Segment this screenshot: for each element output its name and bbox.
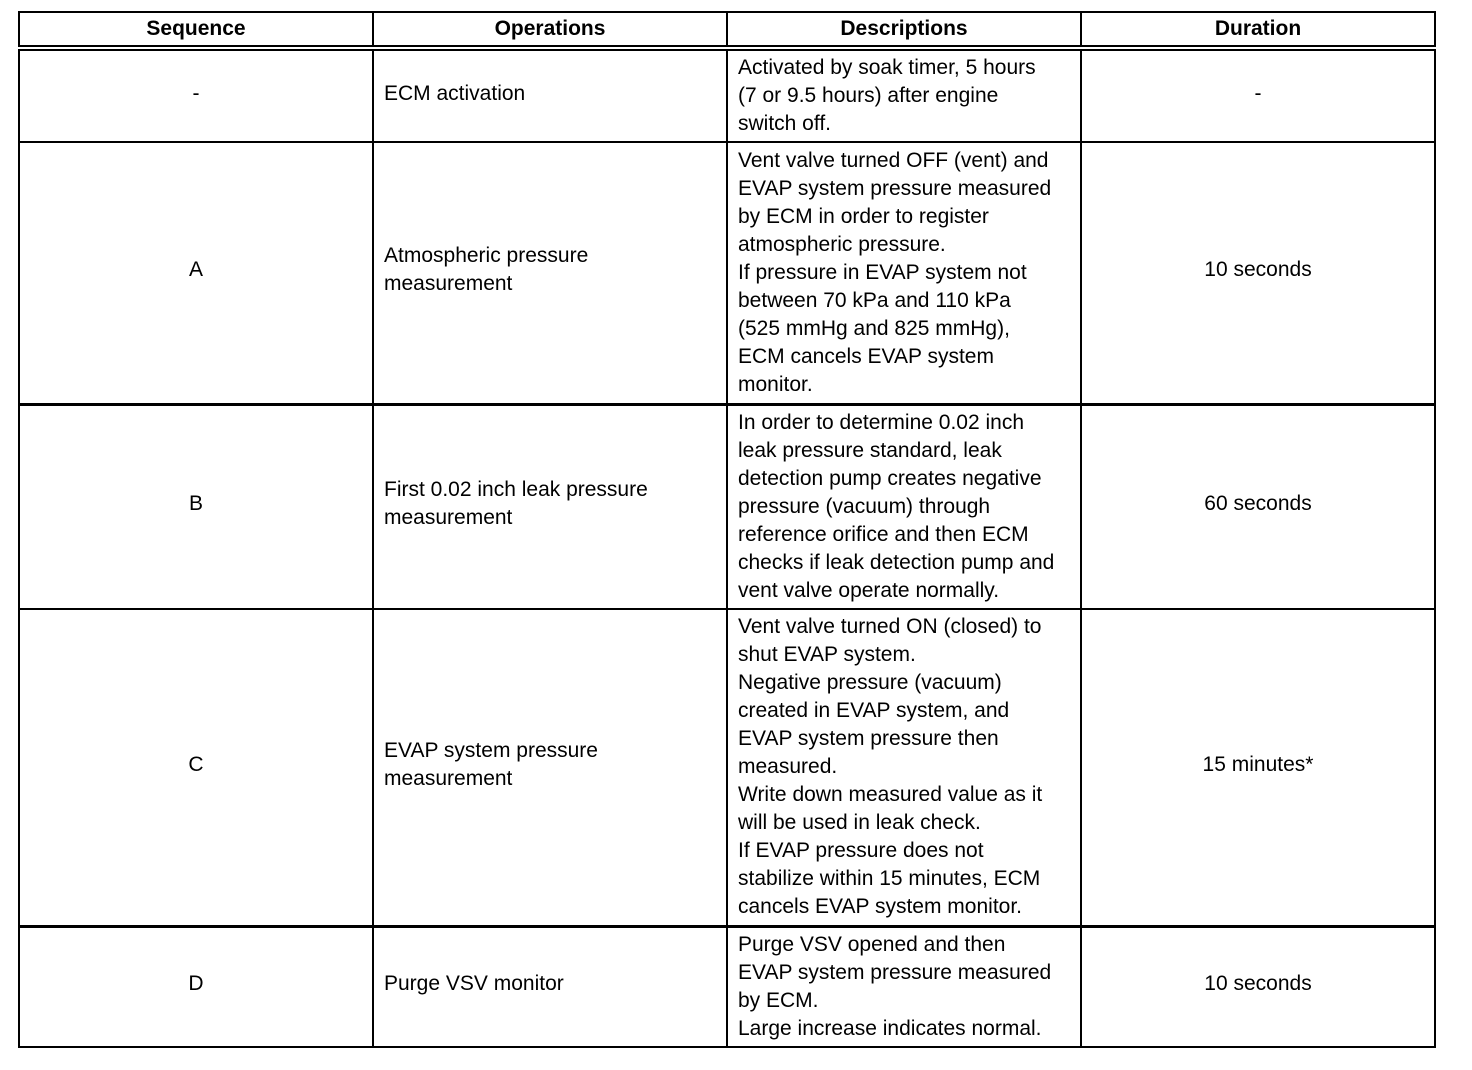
sequence-cell: B xyxy=(19,404,373,609)
header-row xyxy=(19,12,1435,48)
sequence-cell: A xyxy=(19,142,373,404)
duration-cell: 10 seconds xyxy=(1081,142,1435,404)
header-sequence: Sequence xyxy=(19,12,373,48)
evap-monitor-sequence-table xyxy=(18,11,1436,1048)
duration-cell: 60 seconds xyxy=(1081,404,1435,609)
table-row xyxy=(19,142,1435,404)
header-operations: Operations xyxy=(373,12,727,48)
description-cell: Vent valve turned OFF (vent) and EVAP system pressure measured by ECM in order to register atmospheric pressure. If pressure in EVAP system not between 70 kPa and 110 kPa (525 mmHg and 825 mmHg), ECM cancels EVAP system monitor. xyxy=(727,142,1081,404)
table-row xyxy=(19,404,1435,609)
operation-cell: Purge VSV monitor xyxy=(373,926,727,1047)
description-cell: Vent valve turned ON (closed) to shut EVAP system. Negative pressure (vacuum) created in EVAP system, and EVAP system pressure then measured. Write down measured value as it will be used in leak check. If EVAP pressure does not stabilize within 15 minutes, ECM cancels EVAP system monitor. xyxy=(727,609,1081,926)
table-row xyxy=(19,609,1435,926)
operation-cell: ECM activation xyxy=(373,48,727,142)
sequence-cell: C xyxy=(19,609,373,926)
header-descriptions: Descriptions xyxy=(727,12,1081,48)
description-cell: Activated by soak timer, 5 hours (7 or 9.5 hours) after engine switch off. xyxy=(727,48,1081,142)
table-row xyxy=(19,48,1435,142)
table-header xyxy=(19,12,1435,48)
operation-cell: EVAP system pressure measurement xyxy=(373,609,727,926)
table-body xyxy=(19,48,1435,1047)
duration-cell: - xyxy=(1081,48,1435,142)
duration-cell: 15 minutes* xyxy=(1081,609,1435,926)
description-cell: Purge VSV opened and then EVAP system pressure measured by ECM. Large increase indicates normal. xyxy=(727,926,1081,1047)
operation-cell: First 0.02 inch leak pressure measurement xyxy=(373,404,727,609)
description-cell: In order to determine 0.02 inch leak pressure standard, leak detection pump creates negative pressure (vacuum) through reference orifice and then ECM checks if leak detection pump and vent valve operate normally. xyxy=(727,404,1081,609)
duration-cell: 10 seconds xyxy=(1081,926,1435,1047)
header-duration: Duration xyxy=(1081,12,1435,48)
table-row xyxy=(19,926,1435,1047)
operation-cell: Atmospheric pressure measurement xyxy=(373,142,727,404)
sequence-cell: D xyxy=(19,926,373,1047)
sequence-cell: - xyxy=(19,48,373,142)
